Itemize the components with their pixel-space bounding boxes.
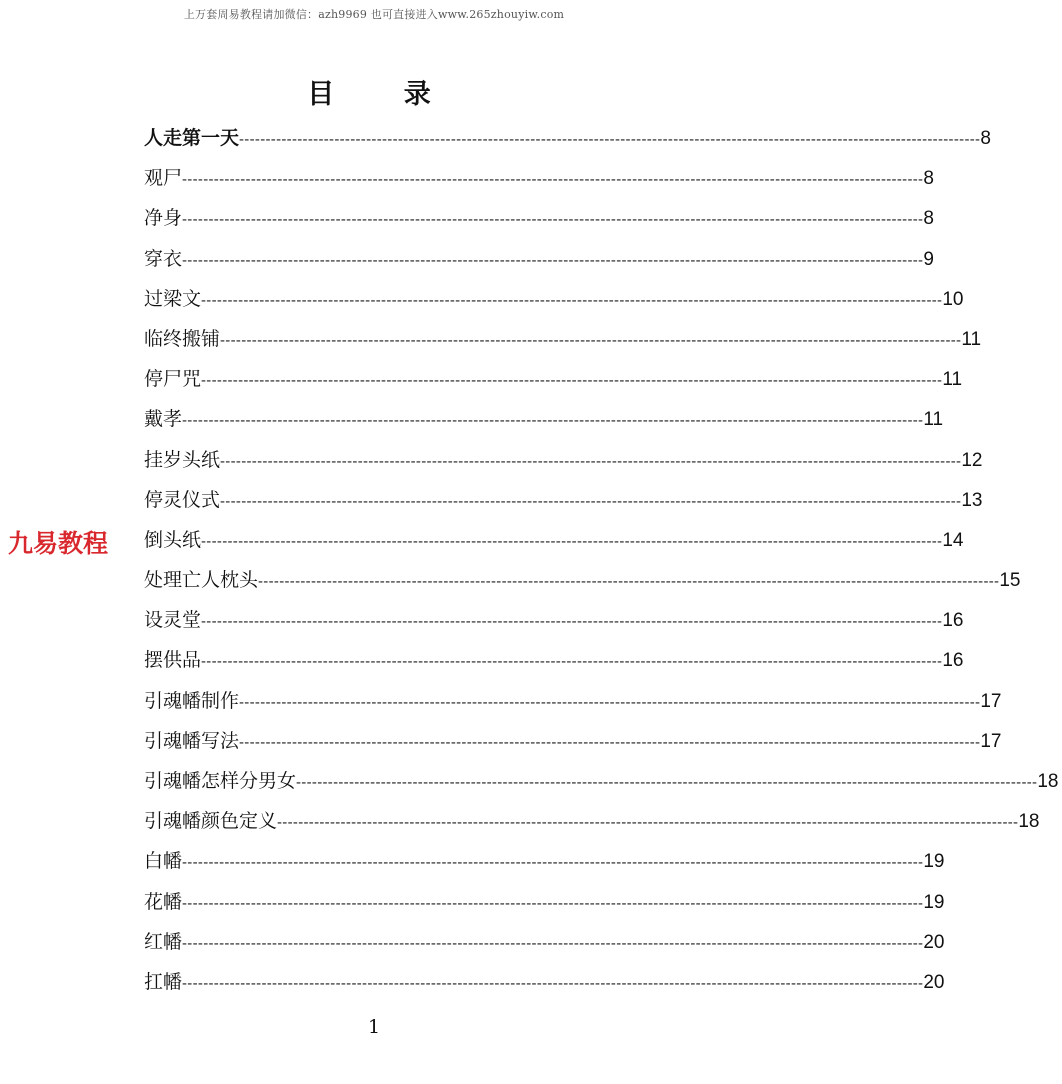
toc-entry-page: 18 [1037,771,1059,792]
toc-leader-dashes: -------------------------------------------------------------------------------------------------------------------------------------------- [277,814,1019,832]
toc-entry-page: 20 [923,971,945,993]
toc-entry[interactable] [144,319,982,359]
toc-entry[interactable] [144,841,945,881]
toc-leader-dashes: -------------------------------------------------------------------------------------------------------------------------------------------- [239,733,981,751]
toc-leader-dashes: -------------------------------------------------------------------------------------------------------------------------------------------- [182,934,924,952]
toc-entry-title: 花幡 [144,890,183,913]
toc-leader-dashes: -------------------------------------------------------------------------------------------------------------------------------------------- [182,894,924,912]
toc-entry[interactable] [144,801,1040,841]
toc-leader-dashes: -------------------------------------------------------------------------------------------------------------------------------------------- [182,974,924,992]
toc-entry-title: 设灵堂 [144,609,202,632]
toc-entry[interactable] [144,480,983,520]
toc-leader-dashes: -------------------------------------------------------------------------------------------------------------------------------------------- [201,613,943,631]
page-title: 目 录 [307,79,461,110]
toc-entry-title: 摆供品 [144,649,202,672]
toc-entry[interactable] [144,399,944,439]
toc-entry-title: 临终搬铺 [144,327,221,350]
toc-leader-dashes: -------------------------------------------------------------------------------------------------------------------------------------------- [182,171,924,189]
toc-entry-page: 11 [961,328,982,350]
toc-entry[interactable] [144,600,964,640]
toc-entry[interactable] [144,440,983,480]
toc-entry[interactable] [144,279,964,319]
toc-leader-dashes: -------------------------------------------------------------------------------------------------------------------------------------------- [296,774,1038,791]
toc-leader-dashes: -------------------------------------------------------------------------------------------------------------------------------------------- [239,131,981,148]
toc-entry-page: 13 [961,489,983,511]
toc-entry-title: 处理亡人枕头 [144,569,259,592]
toc-entry[interactable] [144,520,964,560]
toc-entry-title: 引魂幡怎样分男女 [144,770,297,792]
toc-leader-dashes: -------------------------------------------------------------------------------------------------------------------------------------------- [201,532,943,550]
toc-entry[interactable] [144,761,1059,801]
toc-entry-page: 12 [961,449,983,471]
toc-leader-dashes: -------------------------------------------------------------------------------------------------------------------------------------------- [220,452,962,470]
toc-entry[interactable] [144,198,934,238]
toc-entry-page: 19 [923,851,945,873]
toc-entry[interactable] [144,882,945,922]
toc-entry[interactable] [144,560,1021,600]
toc-entry-title: 白幡 [144,850,183,873]
toc-entry-title: 扛幡 [144,970,183,993]
toc-entry-title: 引魂幡写法 [144,729,240,752]
toc-entry-page: 15 [999,570,1021,592]
toc-entry-page: 9 [923,248,934,270]
toc-entry-page: 17 [980,690,1002,712]
toc-entry-title: 引魂幡制作 [144,689,240,712]
toc-entry-title: 观尸 [144,167,183,190]
table-of-contents [144,118,1059,1002]
toc-entry-title: 穿衣 [144,247,183,270]
toc-entry-page: 8 [923,208,934,230]
toc-entry[interactable] [144,962,945,1002]
toc-entry-page: 8 [980,128,991,149]
toc-entry-page: 11 [923,409,944,431]
toc-entry-page: 18 [1018,811,1040,833]
toc-entry[interactable] [144,640,964,680]
toc-entry-title: 引魂幡颜色定义 [144,810,278,833]
toc-entry-title: 戴孝 [144,408,183,431]
toc-entry-page: 11 [942,369,963,391]
toc-leader-dashes: -------------------------------------------------------------------------------------------------------------------------------------------- [182,854,924,872]
toc-entry-page: 10 [942,288,964,310]
toc-entry[interactable] [144,118,991,158]
toc-leader-dashes: -------------------------------------------------------------------------------------------------------------------------------------------- [258,573,1000,591]
toc-entry[interactable] [144,681,1002,721]
toc-entry-page: 20 [923,931,945,953]
toc-leader-dashes: -------------------------------------------------------------------------------------------------------------------------------------------- [220,331,962,349]
toc-entry[interactable] [144,158,934,198]
toc-entry-title: 过梁文 [144,287,202,310]
page-number: 1 [367,1016,381,1038]
toc-entry[interactable] [144,922,945,962]
toc-leader-dashes: -------------------------------------------------------------------------------------------------------------------------------------------- [182,251,924,269]
toc-entry-title: 倒头纸 [144,528,202,551]
toc-leader-dashes: -------------------------------------------------------------------------------------------------------------------------------------------- [201,653,943,671]
toc-entry-page: 8 [923,168,934,190]
toc-leader-dashes: -------------------------------------------------------------------------------------------------------------------------------------------- [201,372,943,390]
toc-entry-title: 人走第一天 [144,127,240,149]
toc-leader-dashes: -------------------------------------------------------------------------------------------------------------------------------------------- [201,291,943,309]
toc-leader-dashes: -------------------------------------------------------------------------------------------------------------------------------------------- [182,412,924,430]
toc-entry-title: 停灵仪式 [144,488,221,511]
toc-entry-page: 17 [980,730,1002,752]
toc-entry-page: 16 [942,610,964,632]
toc-entry[interactable] [144,239,934,279]
toc-leader-dashes: -------------------------------------------------------------------------------------------------------------------------------------------- [220,492,962,510]
watermark-logo: 九易教程 [8,529,109,558]
toc-entry[interactable] [144,721,1002,761]
toc-entry-title: 停尸咒 [144,368,202,391]
toc-entry-title: 挂岁头纸 [144,448,221,471]
toc-entry[interactable] [144,359,963,399]
toc-leader-dashes: -------------------------------------------------------------------------------------------------------------------------------------------- [239,693,981,711]
toc-leader-dashes: -------------------------------------------------------------------------------------------------------------------------------------------- [182,211,924,229]
toc-entry-title: 红幡 [144,930,183,953]
toc-entry-page: 19 [923,891,945,913]
toc-entry-page: 16 [942,650,964,672]
toc-entry-page: 14 [942,529,964,551]
toc-entry-title: 净身 [144,207,183,230]
header-note: 上万套周易教程请加微信：azh9969 也可直接进入www.265zhouyiw.com [183,8,565,21]
